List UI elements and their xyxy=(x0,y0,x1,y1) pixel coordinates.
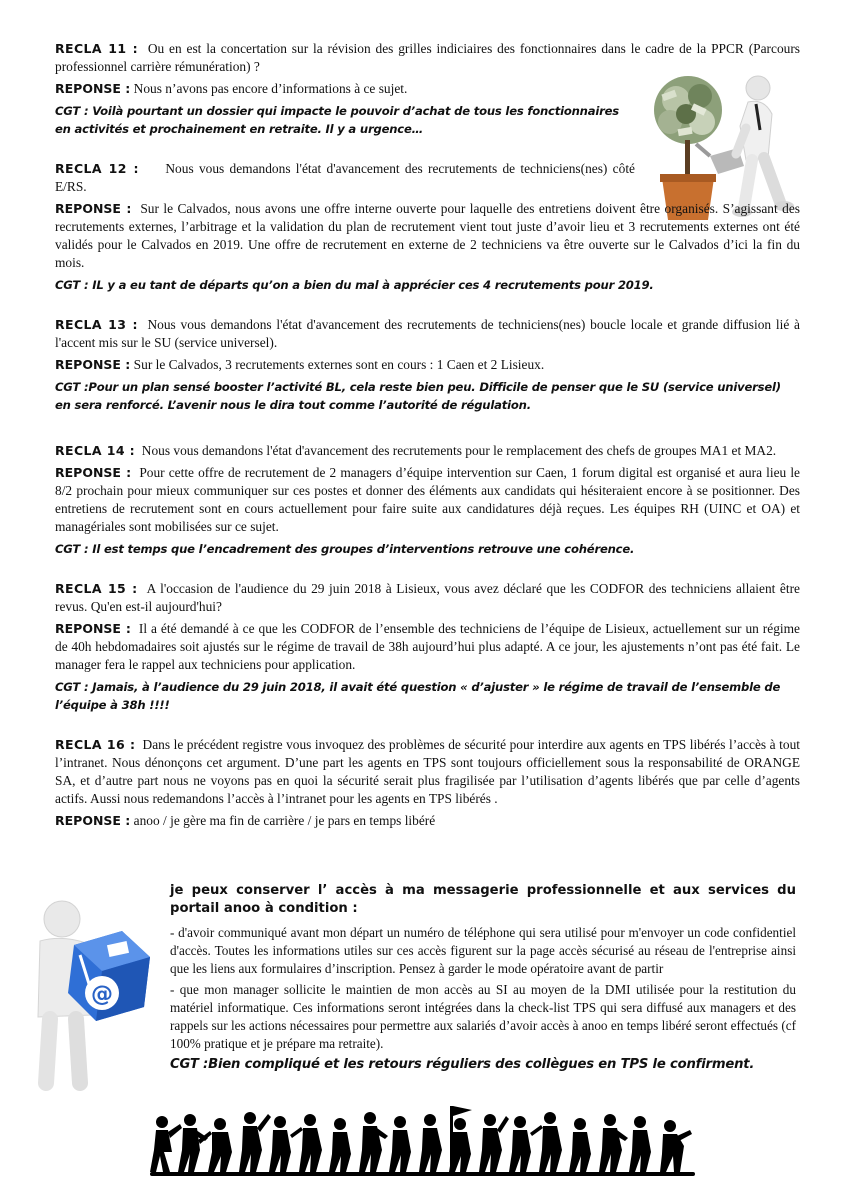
reponse-text: anoo / je gère ma fin de carrière / je pars en temps libéré xyxy=(133,813,436,828)
recla-label: RECLA 14 : xyxy=(55,443,136,458)
anoo-conditions xyxy=(170,882,796,1074)
cgt-comment: CGT : IL y a eu tant de départs qu’on a bien du mal à apprécier ces 4 recrutements pour 2019. xyxy=(55,278,654,292)
reponse-label: REPONSE : xyxy=(55,357,131,372)
recla-label: RECLA 13 : xyxy=(55,317,138,332)
recla-label: RECLA 11 : xyxy=(55,41,139,56)
protest-crowd-silhouette xyxy=(150,1100,695,1178)
reponse-text: Sur le Calvados, 3 recrutements externes sont en cours : 1 Caen et 2 Lisieux. xyxy=(133,357,545,372)
anoo-condition-2: - que mon manager sollicite le maintien de mon accès au SI au moyen de la DMI utilisée pour la restitution du matériel informatique. Ces informations seront intégrées dans la check-list TPS qui sera diffusé aux managers et des rappels sur les actions nécessaires pour permettre aux salariés d’avoir accès à anoo en temps libéré seront effectués (cf 100% pratique et je prépare ma retraite). xyxy=(170,982,796,1051)
recla-11-section xyxy=(55,40,800,138)
cgt-comment: CGT : Il est temps que l’encadrement des groupes d’interventions retrouve une cohérence. xyxy=(55,542,635,556)
reponse-text: Nous n’avons pas encore d’informations à ce sujet. xyxy=(133,81,408,96)
cgt-comment: CGT :Bien compliqué et les retours réguliers des collègues en TPS le confirment. xyxy=(170,1057,755,1072)
recla-question: Nous vous demandons l'état d'avancement des recrutements de techniciens(nes) côté E/RS. xyxy=(55,161,635,194)
recla-16-section xyxy=(55,736,800,830)
svg-text:@: @ xyxy=(91,982,113,1007)
reponse-label: REPONSE : xyxy=(55,813,131,828)
anoo-condition-1: - d'avoir communiqué avant mon départ un numéro de téléphone qui sera utilisé pour m'envoyer un code confidentiel d'accès. Toutes les informations utiles sur ces accès figurent sur la page accès sécurisé au réseau de l'entreprise ainsi que les liens aux formulaires d’inscription. Pensez à garder le mode opératoire avant de partir xyxy=(170,925,796,976)
recla-label: RECLA 12 : xyxy=(55,161,139,176)
recla-13-section xyxy=(55,316,800,414)
recla-question: A l'occasion de l'audience du 29 juin 2018 à Lisieux, vous avez déclaré que les CODFOR des techniciens allaient être revus. Qu'en est-il aujourd'hui? xyxy=(55,581,800,614)
reponse-text: Il a été demandé à ce que les CODFOR de l’ensemble des techniciens de l’équipe de Lisieux, actuellement sur un régime de 40h hebdomadaires soit ajustés sur le régime de travail de 38h aujourd’hui plus adapté. A ce jour, les ajustements n’ont pas été fait. Le manager fera le rappel aux techniciens pour application. xyxy=(55,621,800,672)
cgt-comment: CGT : Jamais, à l’audience du 29 juin 2018, il avait été question « d’ajuster » le régime de travail de l’ensemble de l’équipe à 38h !!!! xyxy=(55,680,781,712)
cgt-comment: CGT :Pour un plan sensé booster l’activité BL, cela reste bien peu. Difficile de penser que le SU (service universel) en sera renforcé. L’avenir nous le dira tout comme l’autorité de régulation. xyxy=(55,380,781,412)
reponse-label: REPONSE : xyxy=(55,621,131,636)
recla-12-section xyxy=(55,160,800,294)
email-cube-illustration xyxy=(10,895,160,1095)
reponse-label: REPONSE : xyxy=(55,81,131,96)
recla-15-section xyxy=(55,580,800,714)
anoo-heading: je peux conserver l’ accès à ma messagerie professionnelle et aux services du portail anoo à condition : xyxy=(170,883,796,916)
reponse-label: REPONSE : xyxy=(55,201,132,216)
recla-question: Ou en est la concertation sur la révision des grilles indiciaires des fonctionnaires dans le cadre de la PPCR (Parcours professionnel carrière rémunération) ? xyxy=(55,41,801,74)
recla-label: RECLA 15 : xyxy=(55,581,138,596)
recla-label: RECLA 16 : xyxy=(55,737,136,752)
recla-14-section xyxy=(55,442,800,558)
recla-question: Nous vous demandons l'état d'avancement des recrutements de techniciens(nes) boucle locale et grande diffusion lié à l'accent mis sur le SU (service universel). xyxy=(55,317,801,350)
recla-question: Nous vous demandons l'état d'avancement des recrutements pour le remplacement des chefs de groupes MA1 et MA2. xyxy=(141,443,777,458)
recla-question: Dans le précédent registre vous invoquez des problèmes de sécurité pour interdire aux agents en TPS libérés l’accès à tout l’intranet. Nous dénonçons cet argument. D’une part les agents en TPS sont toujours officiellement sous la responsabilité de ORANGE SA, et d’autre part nous ne voyons pas en quoi la sécurité serait plus fragilisée par l’utilisation d’agents libérés que par celle d’agents actifs. Aussi nous redemandons l’accès à l’intranet pour les agents en TPS libérés . xyxy=(55,737,800,806)
reponse-label: REPONSE : xyxy=(55,465,132,480)
reponse-text: Pour cette offre de recrutement de 2 managers d’équipe intervention sur Caen, 1 forum digital est organisé et aura lieu le 8/2 prochain pour mieux communiquer sur ces postes et donner des éléments aux candidats qui hésiteraient encore à se positionner. Des entretiens de recrutement sont en cours actuellement pour faire suite aux candidatures déjà reçues. Les équipes RH (UINC et OA) et managériales sont mobilisées sur ce sujet. xyxy=(55,465,800,534)
cgt-comment: CGT : Voilà pourtant un dossier qui impacte le pouvoir d’achat de tous les fonctionnaires en activités et prochainement en retraite. Il y a urgence… xyxy=(55,104,619,136)
reponse-text: Sur le Calvados, nous avons une offre interne ouverte pour laquelle des entretiens doivent être organisés. S’agissant des recrutements externes, l’arbitrage et la validation du plan de recrutement vient tout juste d’avoir lieu et 3 recrutements externes ont été validés pour le Calvados en 2019. Une offre de recrutement en externe de 2 techniciens va être ouverte sur le Calvados d’ici la fin du mois. xyxy=(55,201,800,270)
